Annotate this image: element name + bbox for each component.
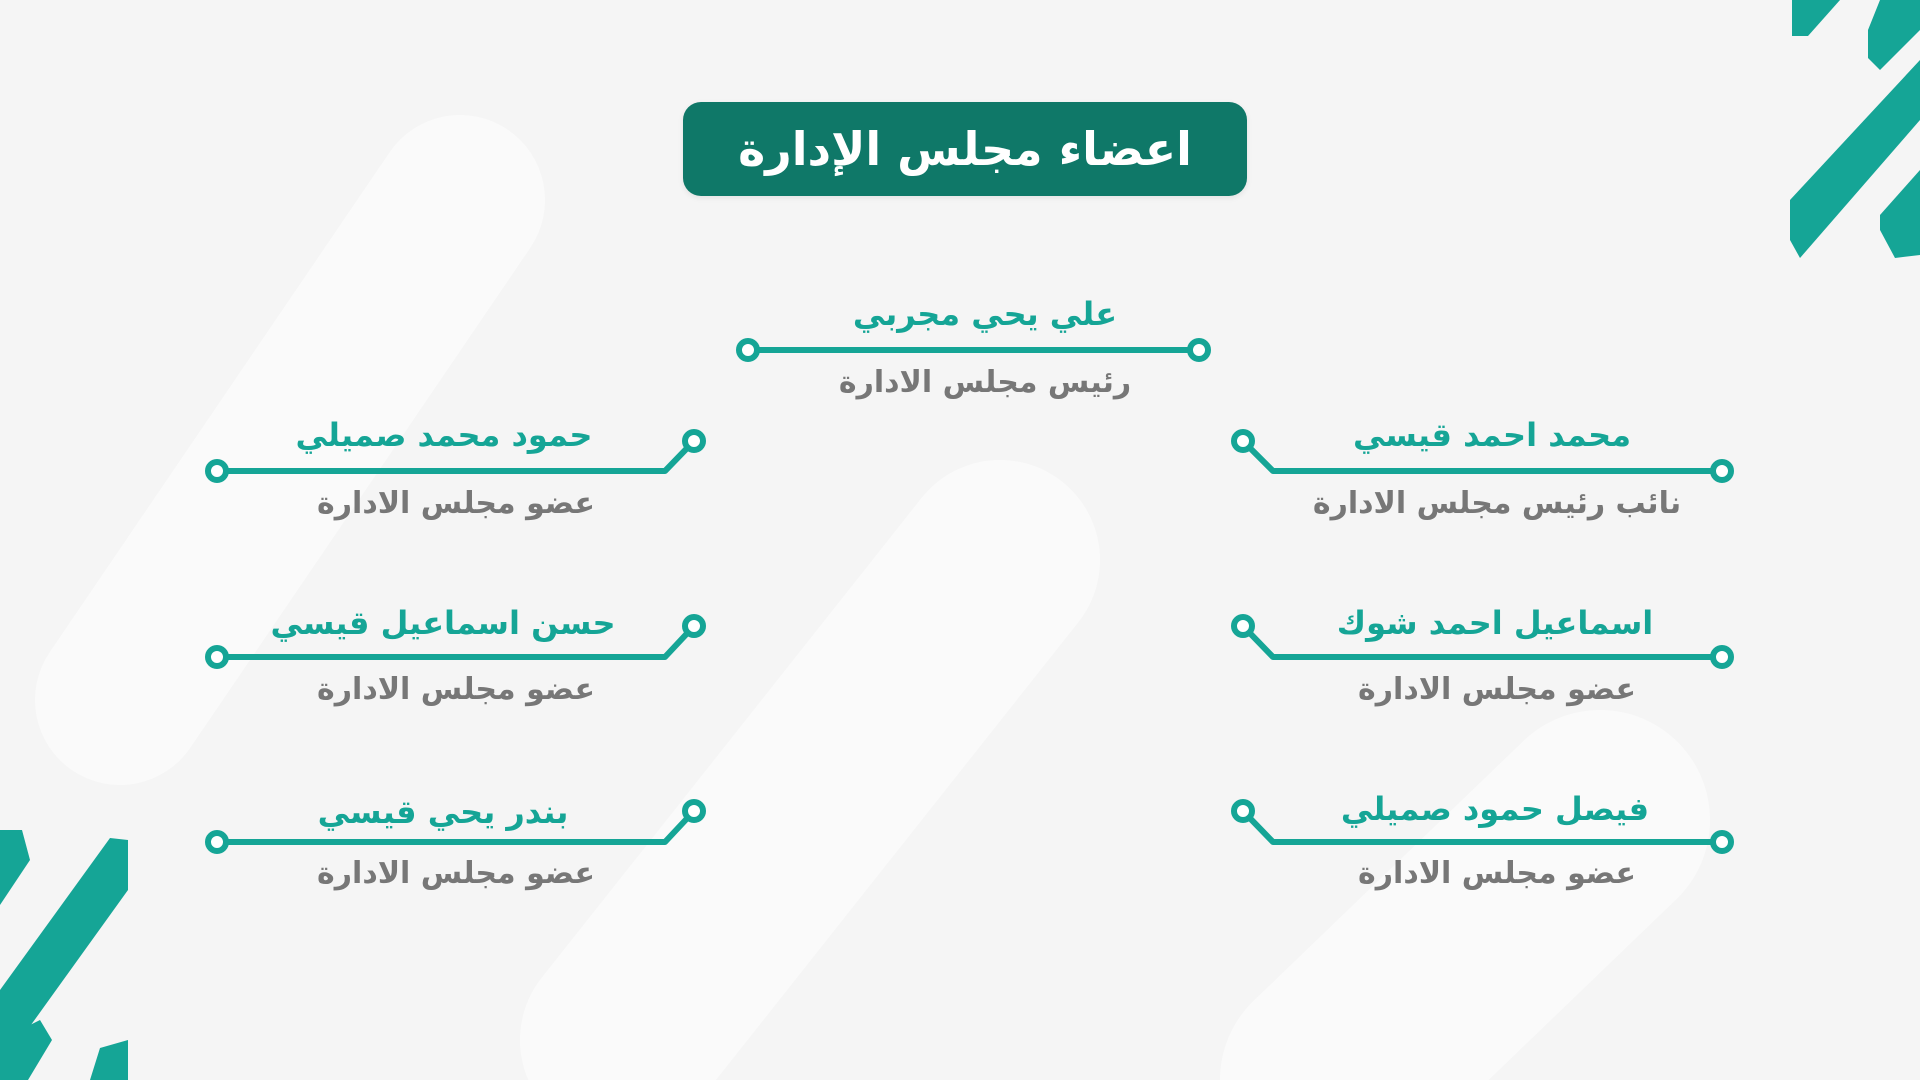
chairman-role: رئيس مجلس الادارة bbox=[838, 365, 1132, 400]
right-member-1-name: محمد احمد قيسي bbox=[1352, 416, 1632, 454]
left-member-1-name: حمود محمد صميلي bbox=[295, 416, 593, 454]
page-title bbox=[683, 102, 1247, 196]
right-member-2-role: عضو مجلس الادارة bbox=[1358, 672, 1636, 707]
right-member-1-role: نائب رئيس مجلس الادارة bbox=[1312, 486, 1682, 521]
corner-stripes-top-right bbox=[1790, 0, 1920, 258]
right-member-3-name: فيصل حمود صميلي bbox=[1340, 790, 1650, 828]
page-title-text: اعضاء مجلس الإدارة bbox=[738, 122, 1192, 176]
left-member-2-role: عضو مجلس الادارة bbox=[317, 672, 595, 707]
left-member-2-name: حسن اسماعيل قيسي bbox=[270, 604, 616, 642]
right-member-3-role: عضو مجلس الادارة bbox=[1358, 856, 1636, 891]
left-member-3-name: بندر يحي قيسي bbox=[317, 793, 569, 831]
left-member-1-role: عضو مجلس الادارة bbox=[317, 486, 595, 521]
chairman-name: علي يحي مجربي bbox=[852, 295, 1118, 333]
left-member-3-role: عضو مجلس الادارة bbox=[317, 856, 595, 891]
corner-stripes-bottom-left bbox=[0, 830, 128, 1080]
right-member-2-name: اسماعيل احمد شوك bbox=[1336, 604, 1654, 642]
